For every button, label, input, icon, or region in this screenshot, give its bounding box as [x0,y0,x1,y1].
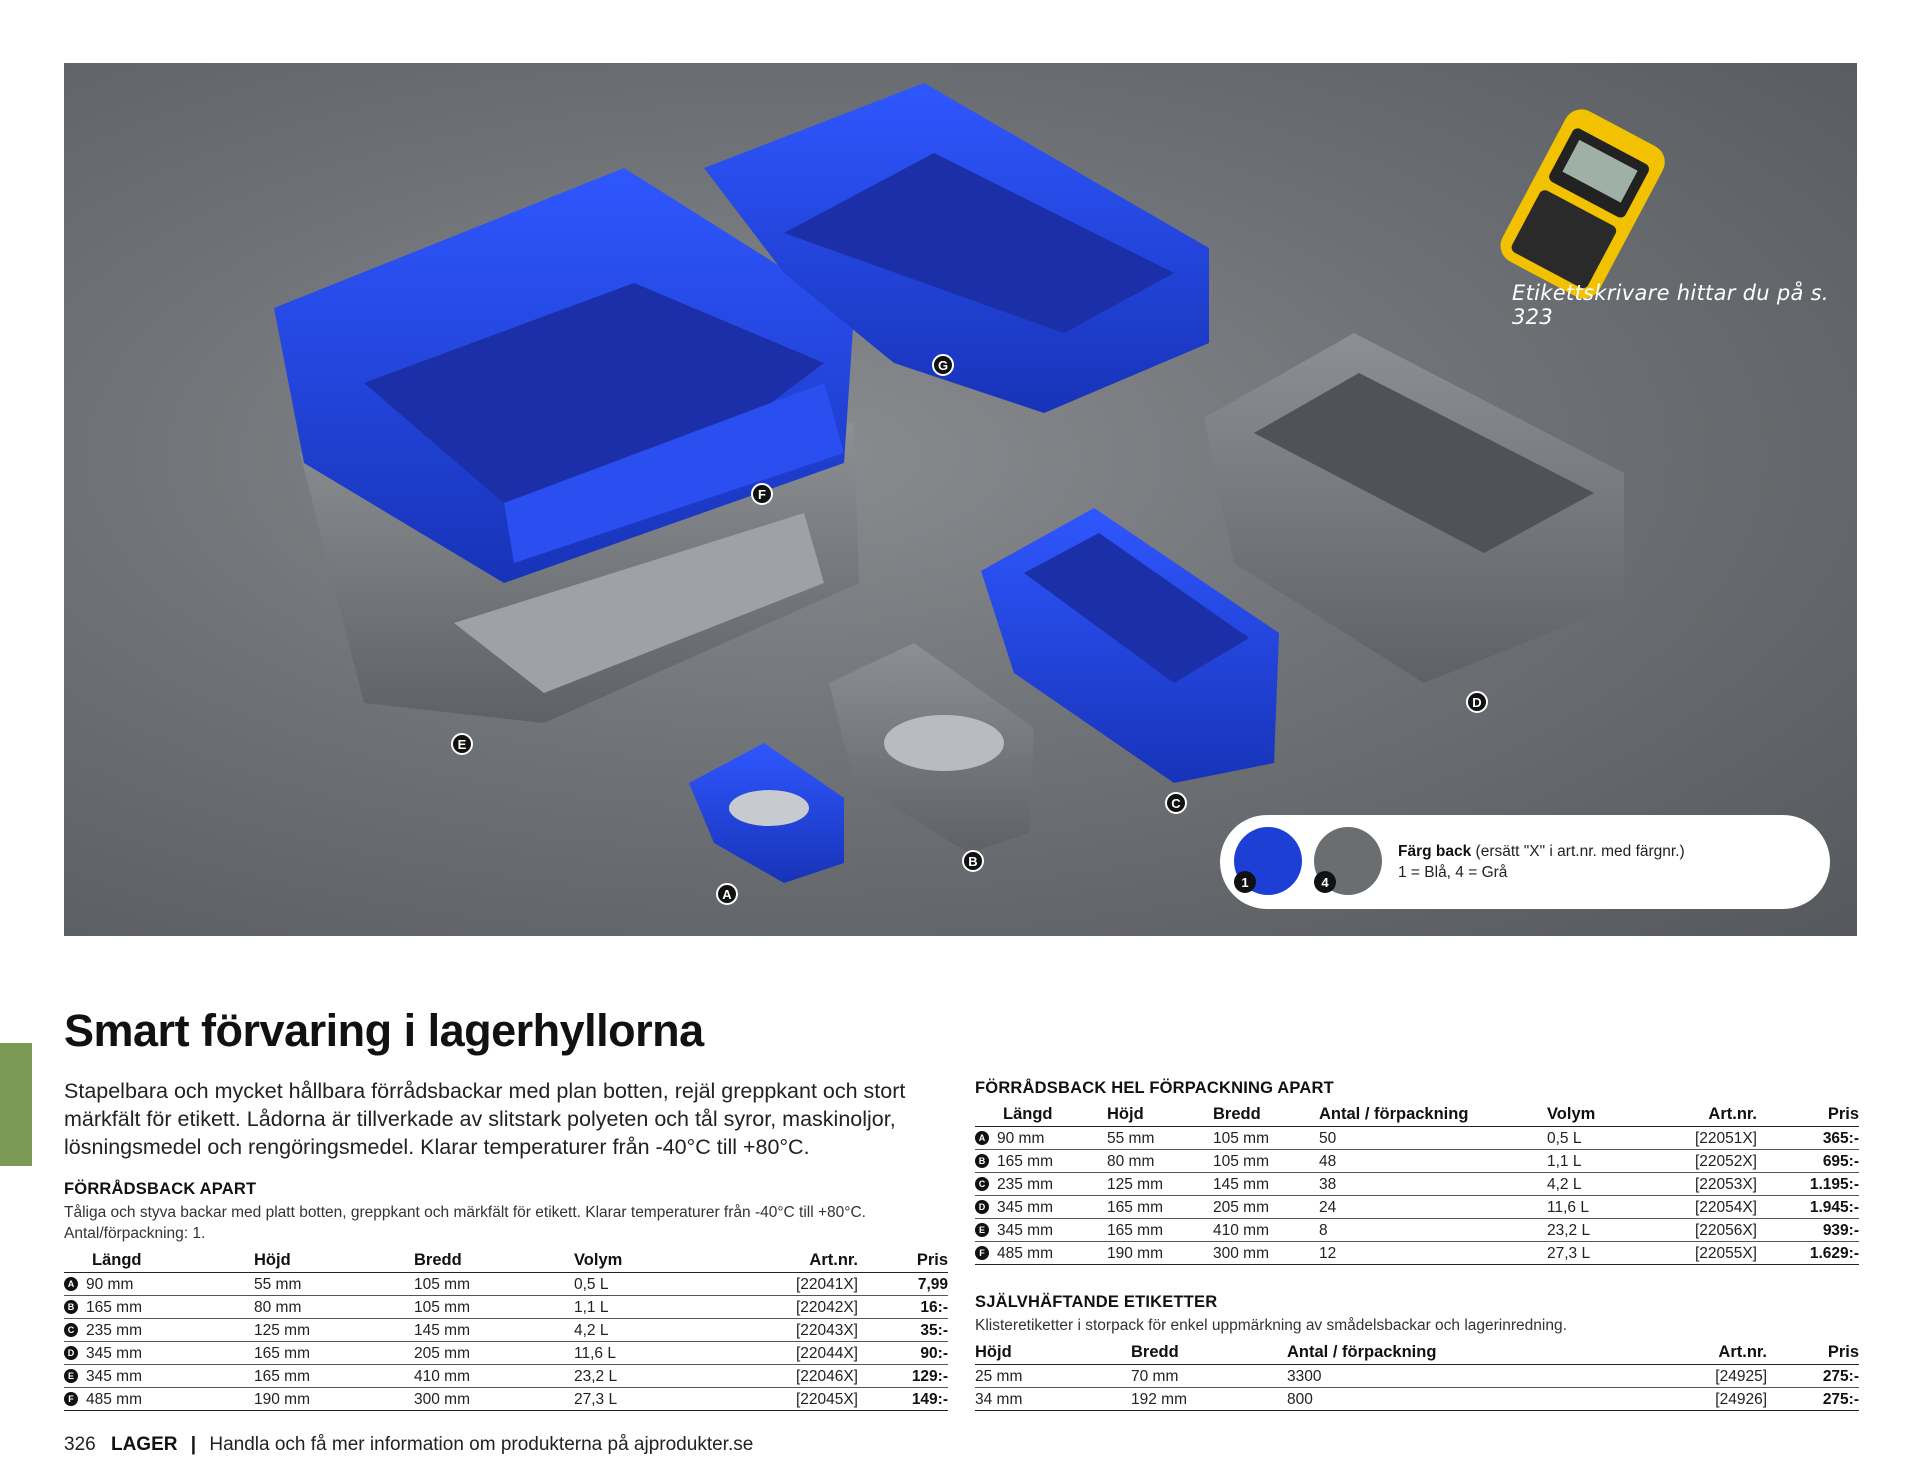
section-title: FÖRRÅDSBACK APART [64,1180,257,1198]
row-marker: F [64,1392,78,1406]
cell-volym: 27,3 L [1547,1242,1657,1265]
row-marker: F [975,1246,989,1260]
cell-antal: 3300 [1287,1365,1667,1388]
cell-artnr: [22042X] [734,1296,858,1319]
cell-langd [975,1242,1107,1265]
cell-artnr: [22056X] [1657,1219,1757,1242]
cell-langd [975,1196,1107,1219]
table-row [64,1388,948,1411]
cell-pris: 1.945:- [1757,1196,1859,1219]
col-pris: Pris [1767,1340,1859,1365]
cell-artnr: [22043X] [734,1319,858,1342]
cell-hojd: 165 mm [1107,1219,1213,1242]
cell-bredd: 300 mm [414,1388,574,1411]
cell-artnr: [22054X] [1657,1196,1757,1219]
cell-langd [975,1173,1107,1196]
cell-langd [64,1388,254,1411]
cell-langd [975,1127,1107,1150]
cell-volym: 1,1 L [1547,1150,1657,1173]
cell-artnr: [22044X] [734,1342,858,1365]
cell-pris: 695:- [1757,1150,1859,1173]
marker-f: F [751,483,773,505]
label-printer-note: Etikettskrivare hittar du på s. 323 [1512,281,1829,329]
cell-hojd: 55 mm [1107,1127,1213,1150]
table-row [64,1273,948,1296]
table-header [975,1340,1859,1365]
cell-artnr: [22041X] [734,1273,858,1296]
cell-volym: 4,2 L [1547,1173,1657,1196]
color-info-text [1398,841,1685,883]
langd-value: 90 mm [86,1275,134,1293]
col-langd: Längd [975,1102,1107,1127]
langd-value: 235 mm [997,1175,1053,1193]
col-volym: Volym [1547,1102,1657,1127]
color-info-subtitle: (ersätt "X" i art.nr. med färgnr.) [1475,843,1685,860]
color-info-box [1220,815,1830,909]
cell-antal: 800 [1287,1388,1667,1411]
col-artnr: Art.nr. [1667,1340,1767,1365]
langd-value: 345 mm [86,1344,142,1362]
langd-value: 235 mm [86,1321,142,1339]
cell-artnr: [24925] [1667,1365,1767,1388]
cell-artnr: [22052X] [1657,1150,1757,1173]
langd-value: 485 mm [86,1390,142,1408]
page-number: 326 [64,1434,96,1455]
cell-hojd: 80 mm [254,1296,414,1319]
cell-volym: 0,5 L [574,1273,734,1296]
marker-e: E [451,733,473,755]
table-row [975,1173,1859,1196]
cell-bredd: 205 mm [414,1342,574,1365]
table-row [975,1219,1859,1242]
table-header [975,1102,1859,1127]
cell-hojd: 165 mm [254,1342,414,1365]
cell-pris: 275:- [1767,1388,1859,1411]
section-hel [975,1079,1859,1265]
cell-bredd: 105 mm [1213,1127,1319,1150]
row-marker: B [975,1154,989,1168]
cell-pris: 939:- [1757,1219,1859,1242]
section-description: Tåliga och styva backar med platt botten, greppkant och märkfält för etikett. Klarar temperaturer från -40°C till +80°C. Antal/förpackning: 1. [64,1204,866,1242]
langd-value: 485 mm [997,1244,1053,1262]
hel-table [975,1102,1859,1265]
cell-artnr: [22046X] [734,1365,858,1388]
cell-volym: 23,2 L [574,1365,734,1388]
row-marker: E [64,1369,78,1383]
col-pris: Pris [1757,1102,1859,1127]
cell-volym: 0,5 L [1547,1127,1657,1150]
apart-table [64,1248,948,1411]
section-description: Klisteretiketter i storpack för enkel uppmärkning av smådelsbackar och lagerinredning. [975,1317,1567,1334]
col-langd: Längd [64,1248,254,1273]
cell-artnr: [22051X] [1657,1127,1757,1150]
cell-artnr: [22045X] [734,1388,858,1411]
cell-artnr: [24926] [1667,1388,1767,1411]
col-artnr: Art.nr. [1657,1102,1757,1127]
cell-pris: 90:- [858,1342,948,1365]
cell-hojd: 125 mm [254,1319,414,1342]
cell-langd [64,1273,254,1296]
cell-pris: 16:- [858,1296,948,1319]
cell-langd [64,1296,254,1319]
footer-separator: | [190,1434,197,1455]
langd-value: 165 mm [997,1152,1053,1170]
marker-c: C [1165,792,1187,814]
row-marker: D [64,1346,78,1360]
cell-antal: 8 [1319,1219,1547,1242]
col-bredd: Bredd [1213,1102,1319,1127]
cell-volym: 4,2 L [574,1319,734,1342]
cell-hojd: 25 mm [975,1365,1131,1388]
col-hojd: Höjd [975,1340,1131,1365]
color-info-legend: 1 = Blå, 4 = Grå [1398,864,1508,881]
table-row [975,1196,1859,1219]
cell-hojd: 125 mm [1107,1173,1213,1196]
cell-langd [64,1365,254,1388]
cell-bredd: 192 mm [1131,1388,1287,1411]
langd-value: 345 mm [997,1198,1053,1216]
marker-d: D [1466,691,1488,713]
section-labels [975,1293,1859,1411]
table-row [975,1365,1859,1388]
col-pris: Pris [858,1248,948,1273]
swatch-number: 4 [1314,871,1336,893]
col-bredd: Bredd [1131,1340,1287,1365]
row-marker: A [64,1277,78,1291]
cell-bredd: 105 mm [1213,1150,1319,1173]
cell-hojd: 190 mm [254,1388,414,1411]
row-marker: A [975,1131,989,1145]
cell-bredd: 105 mm [414,1296,574,1319]
cell-bredd: 410 mm [1213,1219,1319,1242]
row-marker: B [64,1300,78,1314]
cell-bredd: 145 mm [414,1319,574,1342]
col-volym: Volym [574,1248,734,1273]
table-row [975,1150,1859,1173]
cell-antal: 38 [1319,1173,1547,1196]
cell-pris: 1.195:- [1757,1173,1859,1196]
labels-table [975,1340,1859,1411]
cell-hojd: 80 mm [1107,1150,1213,1173]
footer-section: LAGER [110,1434,178,1455]
color-swatch-blue [1234,827,1302,895]
marker-a: A [716,883,738,905]
swatch-number: 1 [1234,871,1256,893]
cell-volym: 27,3 L [574,1388,734,1411]
cell-bredd: 410 mm [414,1365,574,1388]
cell-bredd: 70 mm [1131,1365,1287,1388]
table-row [64,1296,948,1319]
color-info-title: Färg back [1398,843,1472,860]
langd-value: 345 mm [997,1221,1053,1239]
table-row [975,1388,1859,1411]
section-color-tab [0,1043,32,1166]
page-headline: Smart förvaring i lagerhyllorna [64,1005,704,1056]
cell-antal: 24 [1319,1196,1547,1219]
row-marker: C [64,1323,78,1337]
col-antal: Antal / förpackning [1287,1340,1667,1365]
col-artnr: Art.nr. [734,1248,858,1273]
page-footer [64,1434,753,1456]
cell-antal: 48 [1319,1150,1547,1173]
cell-hojd: 165 mm [254,1365,414,1388]
cell-langd [975,1219,1107,1242]
section-apart [64,1180,948,1411]
col-hojd: Höjd [1107,1102,1213,1127]
section-title: SJÄLVHÄFTANDE ETIKETTER [975,1293,1218,1311]
row-marker: E [975,1223,989,1237]
cell-volym: 23,2 L [1547,1219,1657,1242]
cell-pris: 7,99 [858,1273,948,1296]
cell-hojd: 165 mm [1107,1196,1213,1219]
cell-pris: 365:- [1757,1127,1859,1150]
table-row [64,1342,948,1365]
langd-value: 345 mm [86,1367,142,1385]
col-antal: Antal / förpackning [1319,1102,1547,1127]
table-row [975,1242,1859,1265]
color-swatch-grey [1314,827,1382,895]
marker-g: G [932,354,954,376]
cell-bredd: 105 mm [414,1273,574,1296]
cell-langd [64,1342,254,1365]
marker-b: B [962,850,984,872]
storage-bins-illustration [64,63,1857,936]
cell-antal: 50 [1319,1127,1547,1150]
product-photo [64,63,1857,936]
section-title: FÖRRÅDSBACK HEL FÖRPACKNING APART [975,1079,1334,1097]
langd-value: 165 mm [86,1298,142,1316]
footer-text: Handla och få mer information om produkterna på ajprodukter.se [209,1434,754,1455]
table-row [64,1319,948,1342]
col-bredd: Bredd [414,1248,574,1273]
cell-pris: 129:- [858,1365,948,1388]
col-hojd: Höjd [254,1248,414,1273]
table-row [975,1127,1859,1150]
cell-volym: 11,6 L [574,1342,734,1365]
cell-hojd: 34 mm [975,1388,1131,1411]
table-header [64,1248,948,1273]
cell-artnr: [22053X] [1657,1173,1757,1196]
cell-bredd: 205 mm [1213,1196,1319,1219]
cell-pris: 149:- [858,1388,948,1411]
cell-volym: 11,6 L [1547,1196,1657,1219]
cell-pris: 35:- [858,1319,948,1342]
cell-volym: 1,1 L [574,1296,734,1319]
cell-langd [975,1150,1107,1173]
table-row [64,1365,948,1388]
cell-bredd: 145 mm [1213,1173,1319,1196]
intro-paragraph: Stapelbara och mycket hållbara förrådsbackar med plan botten, rejäl greppkant och stort märkfält för etikett. Lådorna är tillverkade av slitstark polyeten och tål syror, maskinoljor, lösningsmedel och rengöringsmedel. Klarar temperaturer från -40°C till +80°C. [64,1079,906,1159]
row-marker: C [975,1177,989,1191]
cell-hojd: 190 mm [1107,1242,1213,1265]
cell-bredd: 300 mm [1213,1242,1319,1265]
cell-hojd: 55 mm [254,1273,414,1296]
cell-langd [64,1319,254,1342]
cell-pris: 1.629:- [1757,1242,1859,1265]
row-marker: D [975,1200,989,1214]
langd-value: 90 mm [997,1129,1045,1147]
cell-pris: 275:- [1767,1365,1859,1388]
cell-artnr: [22055X] [1657,1242,1757,1265]
cell-antal: 12 [1319,1242,1547,1265]
label-printer [1494,103,1671,305]
